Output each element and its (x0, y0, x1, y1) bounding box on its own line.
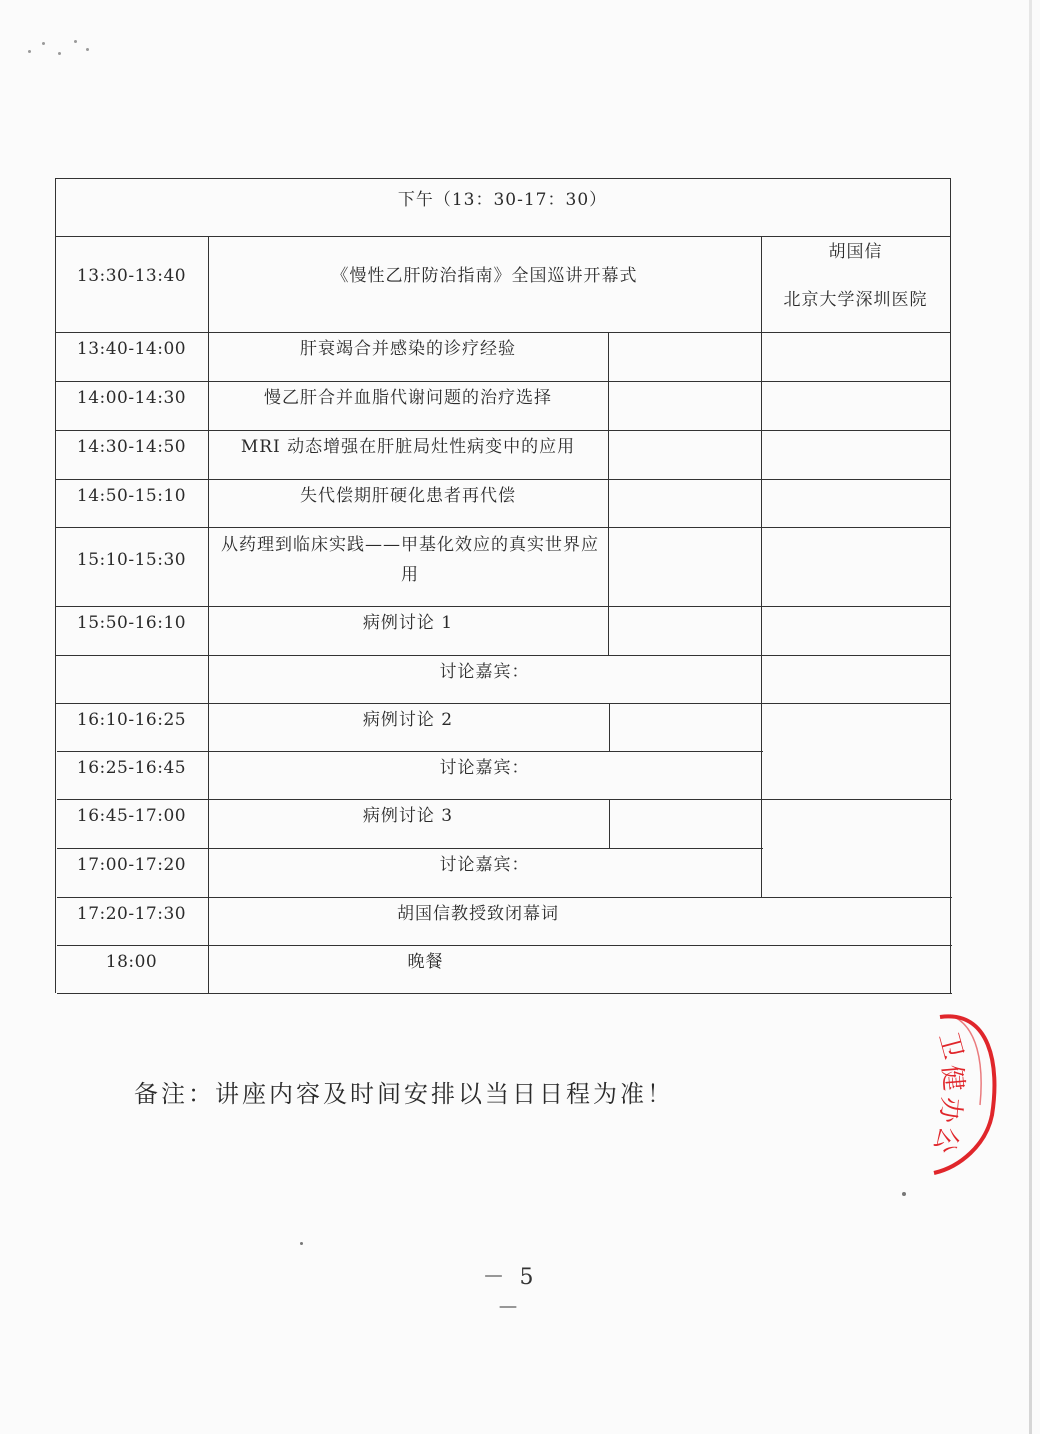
time-cell: 16:45-17:00 (76, 806, 187, 826)
time-cell: 17:20-17:30 (76, 904, 187, 924)
topic-cell: 《慢性乙肝防治指南》全国巡讲开幕式 (331, 266, 638, 286)
time-cell: 13:40-14:00 (76, 339, 187, 359)
topic-cell: 失代偿期肝硬化患者再代偿 (300, 486, 516, 506)
topic-cell: 病例讨论 1 (362, 613, 454, 633)
page-number: － 5 － (482, 1265, 538, 1321)
time-cell: 17:00-17:20 (76, 855, 187, 875)
svg-text:卫: 卫 (932, 1029, 969, 1063)
page-edge-shadow (1029, 0, 1032, 1434)
opening-speaker (761, 228, 950, 324)
remark-note: 备注：讲座内容及时间安排以当日日程为准！ (134, 1080, 674, 1108)
svg-text:公: 公 (927, 1122, 965, 1158)
time-cell: 15:50-16:10 (76, 613, 187, 633)
scan-dot (300, 1242, 303, 1245)
discussion-guests-cell: 讨论嘉宾： (439, 662, 530, 682)
section-header: 下午（13：30-17：30） (397, 190, 608, 210)
scan-dot (902, 1192, 906, 1196)
time-cell: 14:50-15:10 (76, 486, 187, 506)
time-cell: 15:10-15:30 (76, 550, 187, 570)
topic-cell: 病例讨论 3 (362, 806, 454, 826)
discussion-guests-cell: 讨论嘉宾： (439, 758, 530, 778)
speaker-name: 胡国信 (828, 242, 883, 262)
topic-cell: MRI 动态增强在肝脏局灶性病变中的应用 (240, 437, 576, 457)
time-cell: 16:10-16:25 (76, 710, 187, 730)
time-cell: 14:30-14:50 (76, 437, 187, 457)
topic-cell: 病例讨论 2 (362, 710, 454, 730)
dinner-cell: 晚餐 (407, 952, 444, 972)
discussion-guests-cell: 讨论嘉宾： (439, 855, 530, 875)
topic-cell: 慢乙肝合并血脂代谢问题的治疗选择 (264, 388, 552, 408)
speaker-affiliation: 北京大学深圳医院 (783, 290, 928, 310)
svg-text:办: 办 (933, 1095, 966, 1125)
svg-text:健: 健 (936, 1063, 969, 1093)
time-cell: 13:30-13:40 (76, 266, 187, 286)
official-seal-stamp (920, 1005, 1040, 1175)
time-cell: 14:00-14:30 (76, 388, 187, 408)
time-cell: 16:25-16:45 (76, 758, 187, 778)
topic-cell: 肝衰竭合并感染的诊疗经验 (300, 339, 516, 359)
closing-speech-cell: 胡国信教授致闭幕词 (397, 904, 559, 924)
topic-cell: 从药理到临床实践——甲基化效应的真实世界应用 (221, 535, 599, 585)
time-cell: 18:00 (105, 952, 158, 972)
